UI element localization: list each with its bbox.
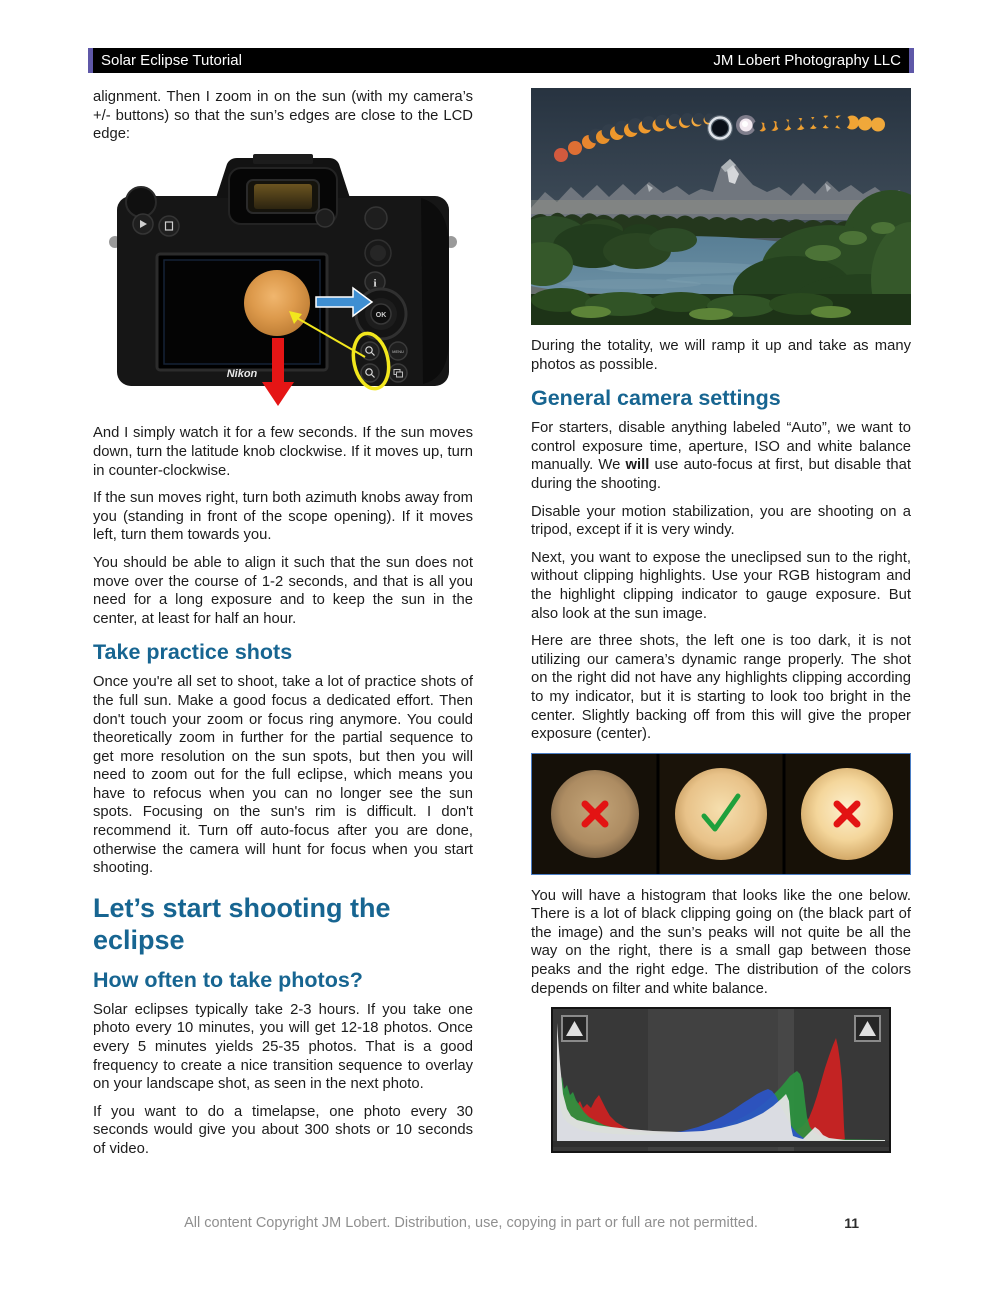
paragraph-timelapse: If you want to do a timelapse, one photo every 30 seconds would give you about 300 shots or 10 seconds of video.	[93, 1103, 473, 1157]
svg-text:i: i	[373, 277, 377, 290]
totality-sun	[707, 115, 733, 141]
header-accent-right	[909, 48, 914, 73]
camera-back-svg	[103, 154, 463, 409]
paragraph-totality: During the totality, we will ramp it up and take as many photos as possible.	[531, 338, 911, 373]
right-column	[531, 88, 911, 1153]
copyright-notice: All content Copyright JM Lobert. Distribution, use, copying in part or full are not permitted.	[184, 1215, 758, 1231]
highlight-clipping-indicator-icon	[855, 1016, 880, 1041]
sun-correct	[675, 768, 767, 860]
paragraph-auto-bold: will	[625, 457, 650, 474]
paragraph-watch: And I simply watch it for a few seconds. If the sun moves down, turn the latitude knob clockwise. If it moves up, turn in counter-clockwise.	[93, 425, 473, 479]
lcd-screen	[157, 254, 327, 380]
paragraph-expose: Next, you want to expose the uneclipsed sun to the right, without clipping highlights. Use your RGB histogram and the highlight clipping indicator to gauge exposure. But also look at the sun image.	[531, 549, 911, 622]
paragraph-auto	[531, 419, 911, 493]
paragraph-auto-post: use auto-focus at first, but disable that during the shooting.	[531, 457, 911, 492]
heading-general-camera-settings: General camera settings	[531, 386, 781, 411]
paragraph-align: You should be able to align it such that the sun does not move over the course of 1-2 seconds, and that is all you need for a long exposure and to keep the sun in the center, at least for half an hour.	[93, 554, 473, 627]
disp-button	[316, 209, 334, 227]
histogram-frame	[551, 1007, 891, 1153]
paragraph-stabilization: Disable your motion stabilization, you are shooting on a tripod, except if it is very windy.	[531, 503, 911, 539]
paragraph-frequency: Solar eclipses typically take 2-3 hours. If you take one photo every 10 minutes, you will get 12-18 photos. Once every 5 minutes yields 25-35 photos. That is a good frequency to create a nice transition sequence to overlay on your landscape shot, as seen in the next photo.	[93, 1001, 473, 1093]
histogram-svg	[553, 1009, 889, 1151]
zoom-out-button	[361, 364, 379, 382]
heading-lets-start-shooting: Let’s start shooting the eclipse	[93, 892, 391, 955]
paragraph-azimuth: If the sun moves right, turn both azimuth knobs away from you (standing in front of the scope opening). If it moves left, turn them towards you.	[93, 490, 473, 544]
landscape-svg	[531, 88, 911, 325]
exposure-comparison-photo	[531, 753, 911, 875]
histogram-screenshot	[551, 1007, 891, 1153]
three-suns-svg	[531, 753, 911, 875]
eclipse-sequence-photo	[531, 88, 911, 325]
paragraph-three-shots: Here are three shots, the left one is too dark, it is not utilizing our camera’s dynamic range properly. The shot on the right did not have any highlights clipping according to my indicator, but it is starting to look too bright in the center. Slightly backing off from this will give the proper exposure (center).	[531, 633, 911, 743]
header-title-right: JM Lobert Photography LLC	[713, 52, 901, 69]
camera-back-illustration	[93, 154, 473, 415]
heading-how-often: How often to take photos?	[93, 967, 363, 992]
brand-logo: Nikon	[226, 367, 258, 380]
shadow-clipping-indicator-icon	[562, 1016, 587, 1041]
paragraph-practice: Once you're all set to shoot, take a lot of practice shots of the full sun. Make a good focus a dedicated effort. Then don't touch your zoom or focus ring anymore. You could theoretically zoom in further for the partial sequence to get more resolution on the sun spots, but then you will need to zoom out for the full eclipse, which means you have to refocus when you can no longer see the sun spots. Focusing on the sun's rim is difficult. I don't recommend it. Turn off auto-focus after you are done, otherwise the camera will hunt for focus when you start shooting.	[93, 674, 473, 877]
page-header	[88, 48, 914, 73]
page-footer	[88, 1212, 914, 1234]
heading-take-practice-shots: Take practice shots	[93, 640, 293, 665]
af-on-button	[365, 207, 387, 229]
page-number: 11	[844, 1215, 859, 1231]
diamond-ring-sun	[736, 115, 756, 135]
paragraph-histogram: You will have a histogram that looks like the one below. There is a lot of black clipping going on (the black part of the image) and the sun’s peaks will not quite be all the way on the right, there is a small gap between those peaks and the right edge. The distribution of the colors depends on filter and white balance.	[531, 887, 911, 997]
left-column	[93, 88, 473, 1168]
header-title-left: Solar Eclipse Tutorial	[101, 52, 242, 69]
paragraph-intro: alignment. Then I zoom in on the sun (with my camera’s +/- buttons) so that the sun’s edges are close to the LCD edge:	[93, 89, 473, 143]
svg-text:OK: OK	[375, 311, 387, 319]
sun-on-lcd	[244, 270, 310, 336]
svg-text:MENU: MENU	[392, 348, 404, 354]
paragraph-auto-pre: For starters, disable anything labeled “Auto”, we want to control exposure time, aperture, ISO and white balance manually. We	[531, 420, 911, 474]
